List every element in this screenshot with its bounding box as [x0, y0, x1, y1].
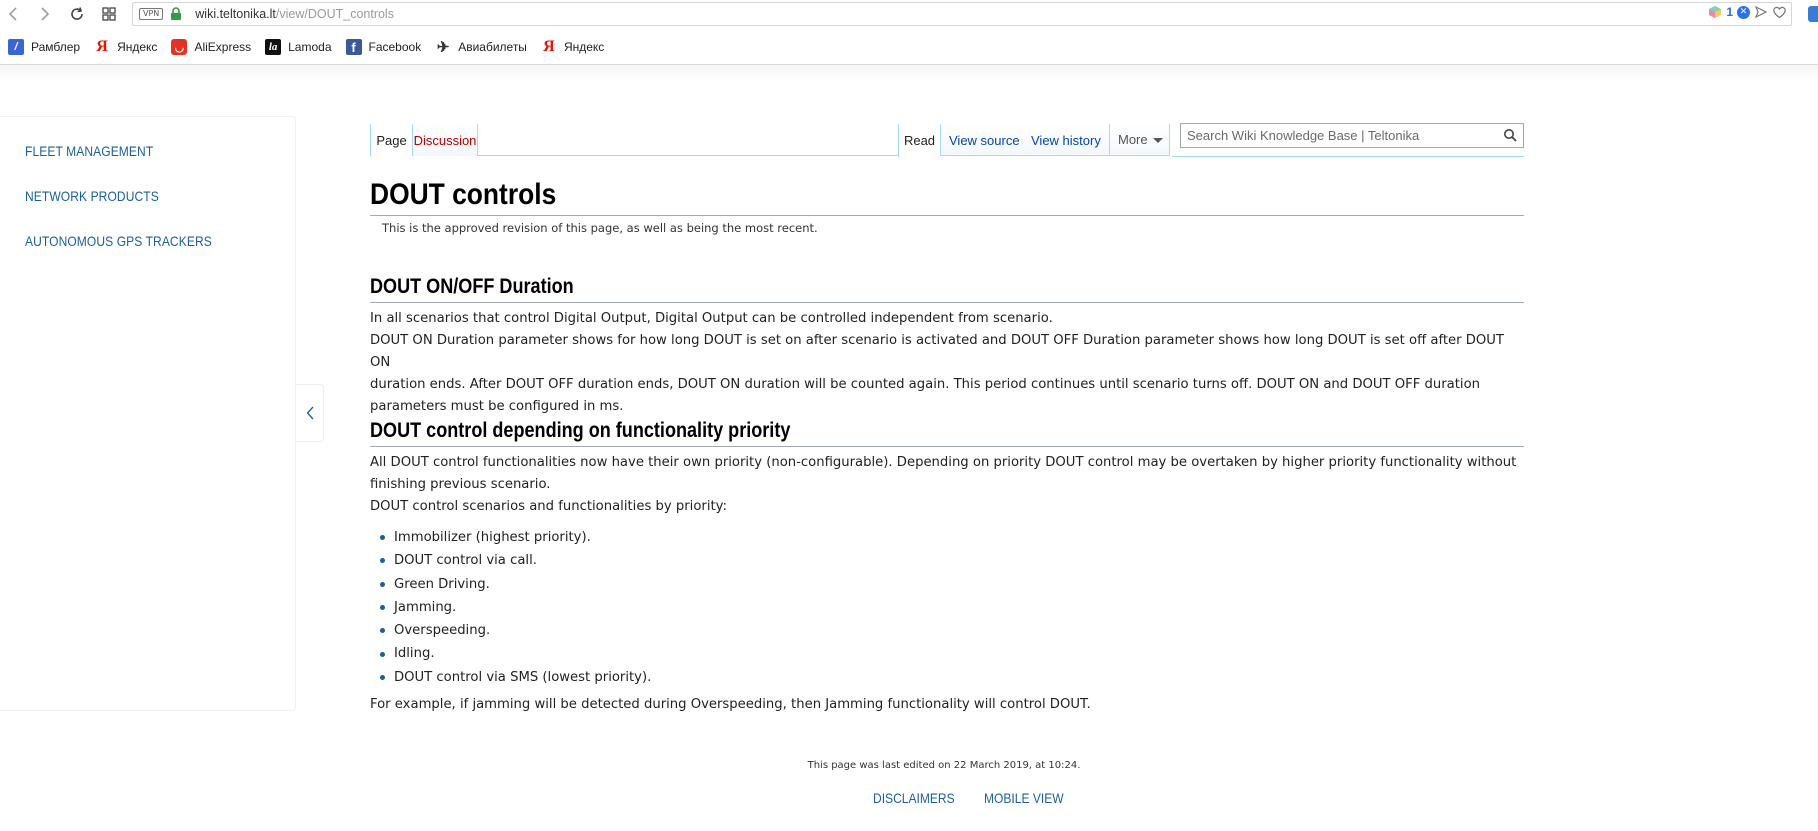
heart-icon[interactable]: [1772, 5, 1787, 19]
list-item-text: DOUT control via call.: [394, 553, 537, 569]
yandex-icon: Я: [96, 38, 108, 55]
search-icon[interactable]: [1503, 128, 1517, 142]
example-paragraph: [370, 694, 1524, 716]
bookmark-yandex-2[interactable]: [541, 39, 604, 55]
view-tab-group: [940, 124, 1110, 156]
section-dout-duration-text: [370, 308, 1524, 418]
section-heading-functionality-priority: [370, 417, 1524, 447]
page-title: [370, 176, 1524, 216]
bullet-icon: [380, 605, 385, 610]
bookmark-label: Яндекс: [563, 40, 605, 54]
section-heading-text: DOUT control depending on functionality priority: [370, 419, 791, 442]
facebook-icon: f: [346, 39, 362, 55]
bookmark-label: Яндекс: [117, 40, 158, 54]
tab-read[interactable]: Read: [898, 124, 940, 157]
vpn-badge[interactable]: VPN: [139, 8, 163, 20]
paragraph-line: finishing previous scenario.: [370, 477, 551, 492]
bookmark-facebook[interactable]: [346, 39, 422, 55]
grid-icon: [102, 7, 116, 21]
reload-button[interactable]: [64, 1, 90, 27]
address-bar-actions: [1708, 5, 1787, 19]
section-heading-text: DOUT ON/OFF Duration: [370, 275, 574, 298]
tabs-grid-button[interactable]: [96, 1, 122, 27]
chevron-right-icon: [40, 7, 50, 21]
cube-extension-icon[interactable]: [1708, 5, 1722, 19]
bullet-icon: [380, 582, 385, 587]
bookmark-label: Рамблер: [31, 40, 81, 54]
bookmark-yandex[interactable]: [94, 39, 157, 55]
page-title-text: DOUT controls: [370, 178, 557, 211]
disclaimers-link[interactable]: DISCLAIMERS: [873, 790, 955, 806]
browser-toolbar: [0, 0, 1818, 28]
chevron-left-icon: [8, 7, 18, 21]
paragraph-line: duration ends. After DOUT OFF duration ends, DOUT ON duration will be counted again. This period continues until scenario turns off. DOUT ON and DOUT OFF duration: [370, 377, 1481, 392]
send-icon[interactable]: [1754, 5, 1768, 19]
section-priority-text: [370, 452, 1524, 518]
more-menu-button[interactable]: [1110, 124, 1170, 156]
chrome-shadow: [0, 65, 1818, 83]
bullet-icon: [380, 675, 385, 680]
list-item-text: Green Driving.: [394, 576, 490, 592]
more-label: More: [1118, 132, 1148, 147]
lock-icon[interactable]: [169, 7, 183, 21]
tab-discussion[interactable]: Discussion: [412, 124, 478, 156]
caret-down-icon: [1153, 138, 1163, 143]
paragraph-line: DOUT control scenarios and functionalities by priority:: [370, 499, 727, 514]
list-item: [380, 573, 651, 596]
address-bar[interactable]: [132, 2, 1792, 26]
paragraph-line: In all scenarios that control Digital Output, Digital Output can be controlled independent from scenario.: [370, 311, 1053, 326]
list-item: [380, 642, 651, 665]
list-item: [380, 666, 651, 689]
tab-underline: [1172, 156, 1524, 157]
bullet-icon: [380, 558, 385, 563]
aliexpress-icon: ◡: [171, 39, 187, 55]
namespace-tabs: [370, 124, 900, 156]
bullet-icon: [380, 628, 385, 633]
list-item: [380, 549, 651, 572]
sidebar-collapse-button[interactable]: [296, 384, 324, 442]
reload-icon: [69, 6, 85, 22]
tab-page[interactable]: Page: [370, 124, 412, 157]
paragraph-line: DOUT ON Duration parameter shows for how long DOUT is set on after scenario is activated and DOUT OFF Duration parameter shows how long DOUT is set off after DOUT ON: [370, 333, 1504, 370]
footer-links: [873, 790, 1077, 806]
sidebar-item-network-products[interactable]: NETWORK PRODUCTS: [25, 188, 159, 204]
bullet-icon: [380, 652, 385, 657]
priority-list: [380, 526, 651, 689]
paragraph-line: For example, if jamming will be detected during Overspeeding, then Jamming functionality will control DOUT.: [370, 697, 1091, 712]
back-button[interactable]: [0, 1, 26, 27]
bookmark-lamoda[interactable]: [265, 39, 331, 55]
bookmark-aviabilety[interactable]: [435, 39, 527, 55]
list-item-text: Immobilizer (highest priority).: [394, 530, 591, 545]
sidebar-item-autonomous-gps-trackers[interactable]: AUTONOMOUS GPS TRACKERS: [25, 233, 212, 249]
close-circle-icon[interactable]: ✕: [1737, 6, 1750, 19]
bookmark-label: Facebook: [368, 40, 422, 54]
list-item: [380, 596, 651, 619]
sidebar-item-fleet-management[interactable]: FLEET MANAGEMENT: [25, 143, 154, 159]
last-edited-note: This page was last edited on 22 March 2019, at 10:24.: [807, 760, 1081, 771]
plane-icon: ✈: [436, 39, 450, 56]
section-heading-dout-duration: [370, 273, 1524, 303]
sidebar: [0, 116, 296, 711]
paragraph-line: All DOUT control functionalities now have their own priority (non-configurable). Depending on priority DOUT control may be overtaken by higher priority functionality without: [370, 455, 1517, 470]
bookmarks-bar: [0, 32, 1818, 62]
bookmark-label: AliExpress: [194, 40, 252, 54]
yandex-icon: Я: [543, 38, 555, 55]
mobile-view-link[interactable]: MOBILE VIEW: [983, 790, 1064, 806]
lamoda-icon: la: [265, 39, 281, 55]
revision-note: This is the approved revision of this page, as well as being the most recent.: [382, 221, 818, 235]
list-item-text: Idling.: [394, 646, 435, 662]
bookmark-aliexpress[interactable]: [171, 39, 251, 55]
url-host: wiki.teltonika.lt: [195, 7, 276, 21]
tab-view-history[interactable]: View history: [1031, 132, 1101, 148]
bookmark-label: Авиабилеты: [458, 40, 527, 54]
rambler-icon: /: [8, 39, 24, 55]
bullet-icon: [380, 535, 385, 540]
search-box: [1180, 123, 1524, 148]
browser-edge-icon[interactable]: [1808, 6, 1818, 22]
list-item-text: Overspeeding.: [394, 623, 491, 639]
list-item-text: DOUT control via SMS (lowest priority).: [394, 669, 652, 685]
list-item: [380, 526, 651, 549]
chevron-left-icon: [306, 406, 314, 420]
bookmark-label: Lamoda: [288, 40, 332, 54]
url-path: /view/DOUT_controls: [275, 7, 394, 21]
tab-view-source[interactable]: View source: [949, 132, 1020, 148]
paragraph-line: parameters must be configured in ms.: [370, 399, 624, 414]
search-input[interactable]: [1185, 125, 1495, 146]
bookmark-rambler[interactable]: [8, 39, 80, 55]
forward-button[interactable]: [32, 1, 58, 27]
notification-count[interactable]: 1: [1726, 5, 1733, 19]
list-item: [380, 619, 651, 642]
list-item-text: Jamming.: [394, 599, 457, 615]
